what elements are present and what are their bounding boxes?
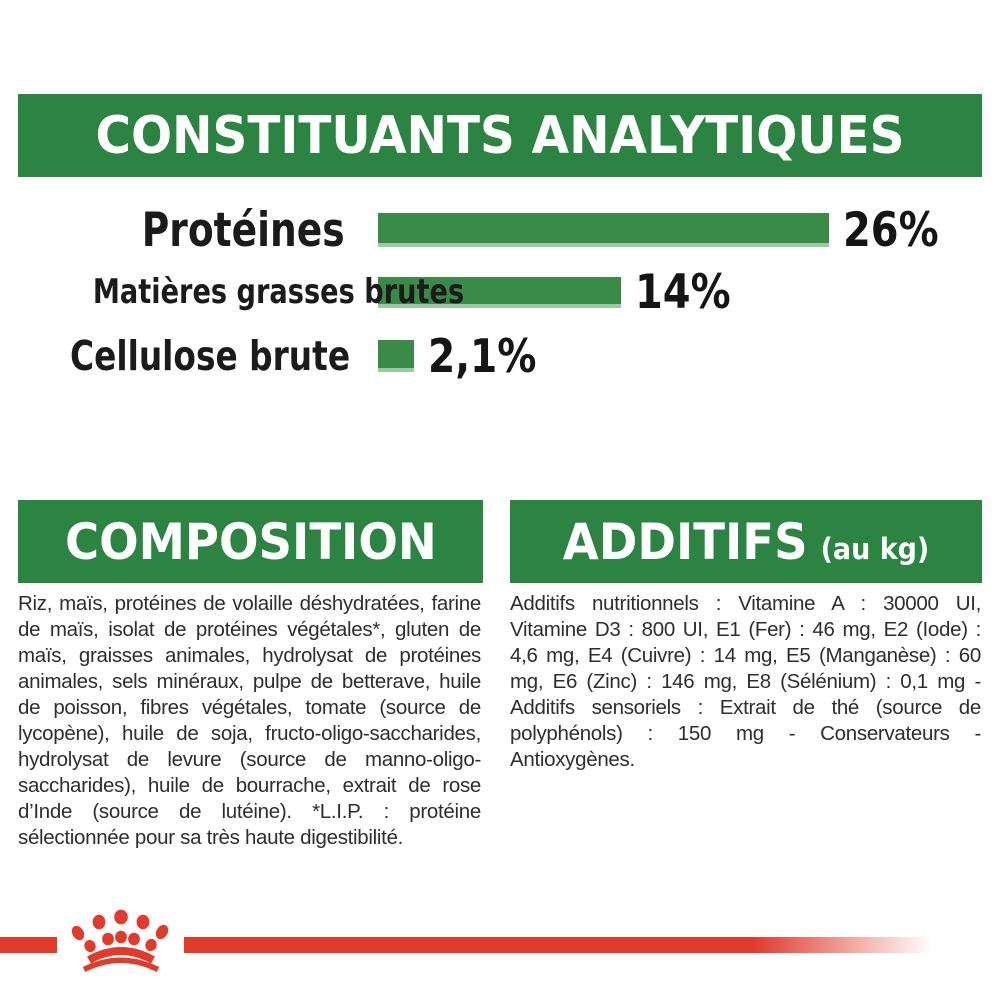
chart-bar-value: 26% (843, 202, 939, 258)
additifs-title: ADDITIFS (au kg) (562, 512, 930, 571)
footer-red-band-right-fade (184, 937, 932, 953)
analytical-constituents-banner (18, 94, 982, 177)
chart-row-label: Protéines (142, 202, 345, 258)
chart-bar (378, 340, 414, 372)
royal-canin-crown-icon (58, 897, 182, 989)
chart-row-crude-fibre (0, 329, 1000, 383)
analytical-constituents-title: CONSTITUANTS ANALYTIQUES (95, 105, 905, 166)
additifs-body-text: Additifs nutritionnels : Vitamine A : 30000 UI, Vitamine D3 : 800 UI, E1 (Fer) : 46 mg, E2 (Iode) : 4,6 mg, E4 (Cuivre) : 14 mg, E5 (Manganèse) : 60 mg, E6 (Zinc) : 146 mg, E8 (Sélénium) : 0,1 mg - Additifs sensoriels : Extrait de thé (source de polyphénols) : 150 mg - Conservateurs - Antioxygènes. (510, 592, 981, 771)
crown-base-arcs (84, 951, 158, 970)
chart-row-label: Matières grasses brutes (92, 272, 465, 312)
chart-row-crude-fat (0, 264, 1000, 320)
additifs-banner (510, 500, 982, 583)
footer-red-band-left (0, 937, 57, 953)
chart-row-proteins (0, 204, 1000, 256)
composition-body-text: Riz, maïs, protéines de volaille déshydratées, farine de maïs, isolat de protéines végétales*, gluten de maïs, graisses animales, hydrolysat de protéines animales, sels minéraux, pulpe de betterave, huile de poisson, fibres végétales, tomate (source de lycopène), huile de soja, fructo-oligo-saccharides, hydrolysat de levure (source de manno-oligo-saccharides), huile de bourrache, extrait de rose d’Inde (source de lutéine). *L.I.P. : protéine sélectionnée pour sa très haute digestibilité. (18, 592, 481, 849)
composition-banner (18, 500, 483, 583)
composition-title: COMPOSITION (64, 512, 437, 571)
chart-bar (378, 213, 829, 247)
additifs-title-suffix: (au kg) (820, 531, 930, 566)
chart-row-label: Cellulose brute (70, 332, 351, 380)
chart-bar-value: 2,1% (428, 329, 537, 383)
chart-bar-value: 14% (635, 264, 731, 320)
